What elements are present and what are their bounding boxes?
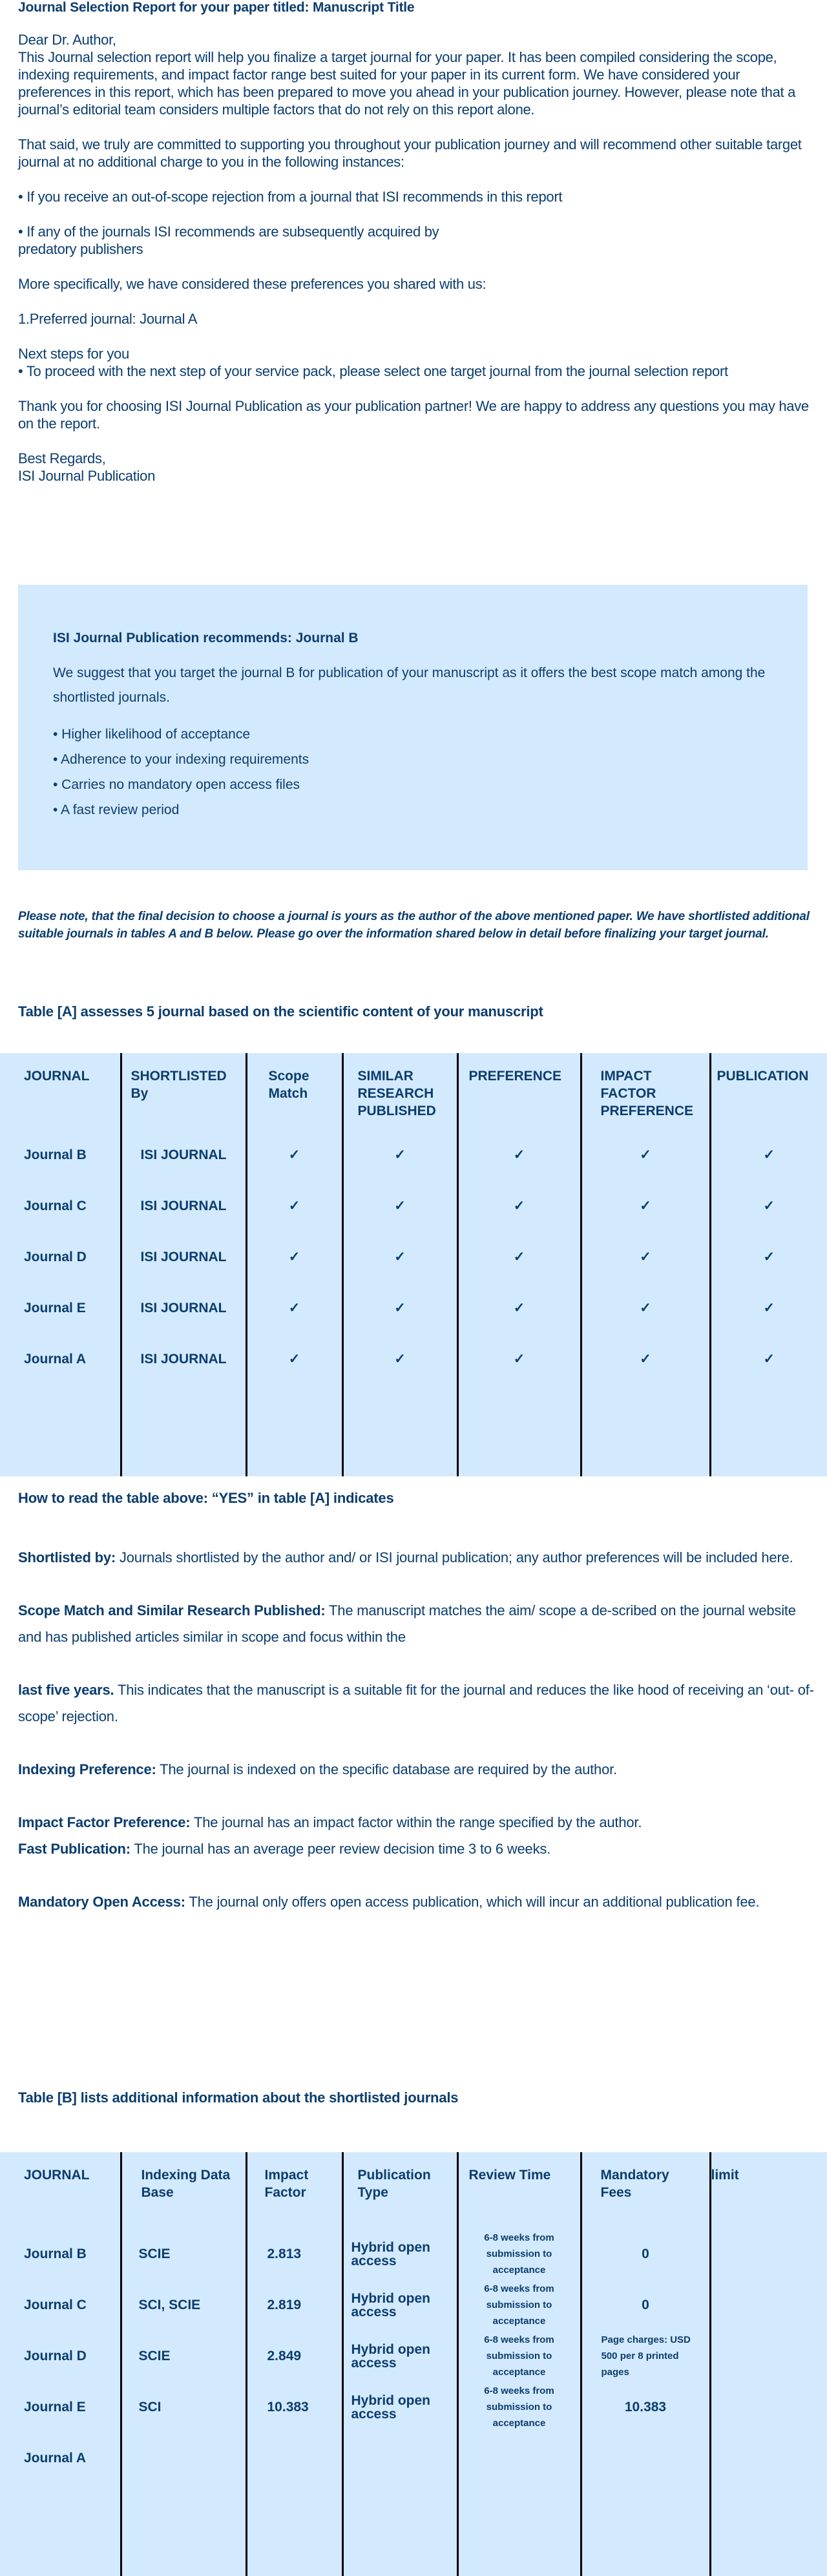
col-header-impact-factor: Impact Factor [246, 2152, 342, 2228]
table-row [0, 2279, 827, 2330]
col-header-preference: PREFERENCE [457, 1053, 581, 1129]
report-title: Journal Selection Report for your paper titled: Manuscript Title [18, 0, 415, 15]
table-row [0, 1129, 827, 1180]
greeting: Dear Dr. Author, [18, 32, 116, 48]
check-icon: ✓ [246, 1180, 342, 1231]
next-steps-label: Next steps for you [18, 346, 129, 362]
explanation-list [18, 1544, 819, 1915]
reason-item: • A fast review period [53, 802, 180, 817]
check-icon: ✓ [457, 1129, 581, 1180]
table-header-row [0, 2152, 827, 2228]
col-header-journal: JOURNAL [24, 1069, 90, 1084]
explanation-text: Journals shortlisted by the author and/ or ISI journal publication; any author preferences will be included here. [116, 1549, 793, 1565]
check-icon: ✓ [710, 1129, 827, 1180]
indexing-database [121, 2433, 246, 2484]
check-icon: ✓ [246, 1129, 342, 1180]
instance-item-cont: predatory publishers [18, 241, 143, 257]
explanation-term: Indexing Preference: [18, 1761, 156, 1777]
explanation-item [18, 1836, 819, 1862]
table-row [0, 2228, 827, 2279]
table-row [0, 2433, 827, 2484]
journal-name: Journal D [24, 1249, 87, 1264]
table-row [0, 1231, 827, 1283]
impact-factor: 2.819 [246, 2279, 342, 2330]
table-b-heading: Table [B] lists additional information about the shortlisted journals [18, 2089, 459, 2106]
review-time: 6-8 weeks from submission to acceptance [457, 2382, 581, 2433]
table-filler-row [0, 1385, 827, 1476]
explanation-term: last five years. [18, 1682, 114, 1698]
publication-type: Hybrid open access [342, 2330, 457, 2382]
journal-name: Journal E [24, 1300, 86, 1315]
recommendation-body: We suggest that you target the journal B for publication of your manuscript as it offers the best scope match among the shortlisted journals. [53, 665, 766, 705]
check-icon: ✓ [457, 1283, 581, 1334]
table-a [0, 1053, 827, 1476]
table-header-row [0, 1053, 827, 1129]
explanation-text: The journal has an impact factor within the range specified by the author. [190, 1814, 642, 1830]
explanation-item [18, 1677, 819, 1730]
check-icon: ✓ [581, 1180, 710, 1231]
col-header-scope-match: Scope Match [246, 1053, 342, 1129]
check-icon: ✓ [710, 1180, 827, 1231]
explanation-text: This indicates that the manuscript is a suitable fit for the journal and reduces the like hood of receiving an ‘out- of-scope’ rejection. [18, 1682, 814, 1724]
journal-name: Journal B [24, 1147, 87, 1162]
explanation-term: Shortlisted by: [18, 1549, 116, 1565]
check-icon: ✓ [710, 1334, 827, 1385]
limit [710, 2433, 827, 2484]
cover-letter [18, 31, 813, 485]
shortlisted-by: ISI JOURNAL [121, 1129, 246, 1180]
explanation-text: The journal has an average peer review decision time 3 to 6 weeks. [130, 1841, 551, 1857]
col-header-review-time: Review Time [457, 2152, 581, 2228]
journal-name: Journal A [24, 1351, 87, 1367]
impact-factor: 10.383 [246, 2382, 342, 2433]
journal-name: Journal E [24, 2399, 86, 2414]
publication-type: Hybrid open access [342, 2382, 457, 2433]
instance-item: • If any of the journals ISI recommends are subsequently acquired by [18, 224, 439, 240]
check-icon: ✓ [246, 1231, 342, 1283]
mandatory-fees: Page charges: USD 500 per 8 printed pages [581, 2330, 710, 2382]
check-icon: ✓ [581, 1334, 710, 1385]
impact-factor: 2.849 [246, 2330, 342, 2382]
check-icon: ✓ [342, 1180, 457, 1231]
journal-name: Journal C [24, 2297, 87, 2312]
preferences-intro: More specifically, we have considered these preferences you shared with us: [18, 276, 487, 292]
review-time [457, 2433, 581, 2484]
table-row [0, 2330, 827, 2382]
next-steps-item: • To proceed with the next step of your service pack, please select one target journal from the journal selection report [18, 363, 728, 379]
col-header-mandatory-fees: Mandatory Fees [581, 2152, 710, 2228]
recommendation-reasons [53, 722, 808, 822]
explanation-item [18, 1809, 819, 1836]
col-header-similar-research: SIMILAR RESEARCH PUBLISHED [342, 1053, 457, 1129]
recommendation-title: ISI Journal Publication recommends: Journal B [53, 631, 359, 645]
check-icon: ✓ [581, 1283, 710, 1334]
explanation-item [18, 1544, 819, 1571]
check-icon: ✓ [342, 1129, 457, 1180]
check-icon: ✓ [581, 1231, 710, 1283]
limit [710, 2279, 827, 2330]
check-icon: ✓ [342, 1231, 457, 1283]
check-icon: ✓ [246, 1334, 342, 1385]
recommendation-panel [18, 585, 808, 870]
indexing-database: SCI [121, 2382, 246, 2433]
check-icon: ✓ [246, 1283, 342, 1334]
check-icon: ✓ [457, 1231, 581, 1283]
journal-name: Journal A [24, 2450, 87, 2466]
review-time: 6-8 weeks from submission to acceptance [457, 2228, 581, 2279]
mandatory-fees: 10.383 [581, 2382, 710, 2433]
col-header-shortlisted-by: SHORTLISTED By [121, 1053, 246, 1129]
publication-type: Hybrid open access [342, 2279, 457, 2330]
table-row [0, 1334, 827, 1385]
journal-name: Journal D [24, 2348, 87, 2363]
col-header-impact-factor-preference: IMPACT FACTOR PREFERENCE [581, 1053, 710, 1129]
reason-item: • Adherence to your indexing requirements [53, 752, 309, 767]
table-b [0, 2152, 827, 2576]
review-time: 6-8 weeks from submission to acceptance [457, 2279, 581, 2330]
impact-factor [246, 2433, 342, 2484]
mandatory-fees: 0 [581, 2228, 710, 2279]
mandatory-fees: 0 [581, 2279, 710, 2330]
check-icon: ✓ [342, 1283, 457, 1334]
explanation-text: The journal is indexed on the specific database are required by the author. [156, 1761, 617, 1777]
table-row [0, 1283, 827, 1334]
review-time: 6-8 weeks from submission to acceptance [457, 2330, 581, 2382]
commitment-paragraph: That said, we truly are committed to supporting you throughout your publication journey and will recommend other suitable target journal at no additional charge to you in the following instances: [18, 136, 802, 170]
explanation-term: Scope Match and Similar Research Published: [18, 1602, 326, 1618]
table-filler-row [0, 2484, 827, 2576]
journal-name: Journal C [24, 1198, 87, 1213]
col-header-publication: PUBLICATION [710, 1053, 827, 1129]
check-icon: ✓ [581, 1129, 710, 1180]
limit [710, 2228, 827, 2279]
shortlisted-by: ISI JOURNAL [121, 1231, 246, 1283]
reason-item: • Higher likelihood of acceptance [53, 727, 251, 742]
limit [710, 2382, 827, 2433]
check-icon: ✓ [710, 1283, 827, 1334]
explanation-text: The manuscript matches the aim/ scope a de-scribed on the journal website and has published articles similar in scope and focus within the [18, 1602, 796, 1645]
col-header-indexing: Indexing Data Base [121, 2152, 246, 2228]
col-header-journal: JOURNAL [24, 2168, 90, 2183]
impact-factor: 2.813 [246, 2228, 342, 2279]
col-header-limit: limit [710, 2152, 827, 2228]
explanation-text: The journal only offers open access publication, which will incur an additional publication fee. [185, 1894, 760, 1910]
shortlisted-by: ISI JOURNAL [121, 1334, 246, 1385]
col-header-publication-type: Publication Type [342, 2152, 457, 2228]
explanation-heading: How to read the table above: “YES” in table [A] indicates [18, 1490, 394, 1506]
reason-item: • Carries no mandatory open access files [53, 777, 300, 792]
thanks-paragraph: Thank you for choosing ISI Journal Publication as your publication partner! We are happy to address any questions you may have on the report. [18, 398, 809, 432]
check-icon: ✓ [342, 1334, 457, 1385]
indexing-database: SCIE [121, 2330, 246, 2382]
indexing-database: SCI, SCIE [121, 2279, 246, 2330]
publication-type: Hybrid open access [342, 2228, 457, 2279]
explanation-item [18, 1889, 819, 1915]
table-row [0, 2382, 827, 2433]
table-row [0, 1180, 827, 1231]
signoff: Best Regards, [18, 450, 106, 466]
disclaimer-note: Please note, that the final decision to choose a journal is yours as the author of the above mentioned paper. We have shortlisted additional suitable journals in tables A and B below. Please go over the information shared below in detail before finalizing your target journal. [18, 910, 810, 941]
limit [710, 2330, 827, 2382]
explanation-term: Impact Factor Preference: [18, 1814, 191, 1830]
check-icon: ✓ [710, 1231, 827, 1283]
instance-item: • If you receive an out-of-scope rejection from a journal that ISI recommends in this report [18, 189, 563, 205]
mandatory-fees [581, 2433, 710, 2484]
check-icon: ✓ [457, 1180, 581, 1231]
intro-paragraph: This Journal selection report will help you finalize a target journal for your paper. It has been compiled considering the scope, indexing requirements, and impact factor range best suited for your paper in its current form. We have considered your preferences in this report, which has been prepared to move you ahead in your publication journey. However, please note that a journal’s editorial team considers multiple factors that do not rely on this report alone. [18, 49, 796, 118]
indexing-database: SCIE [121, 2228, 246, 2279]
preference-item: 1.Preferred journal: Journal A [18, 311, 198, 327]
explanation-term: Mandatory Open Access: [18, 1894, 185, 1910]
shortlisted-by: ISI JOURNAL [121, 1180, 246, 1231]
journal-name: Journal B [24, 2246, 87, 2261]
table-a-heading: Table [A] assesses 5 journal based on the scientific content of your manuscript [18, 1003, 543, 1020]
explanation-item [18, 1597, 819, 1650]
publication-type [342, 2433, 457, 2484]
signature: ISI Journal Publication [18, 468, 156, 484]
explanation-term: Fast Publication: [18, 1841, 131, 1857]
shortlisted-by: ISI JOURNAL [121, 1283, 246, 1334]
explanation-item [18, 1756, 819, 1783]
check-icon: ✓ [457, 1334, 581, 1385]
